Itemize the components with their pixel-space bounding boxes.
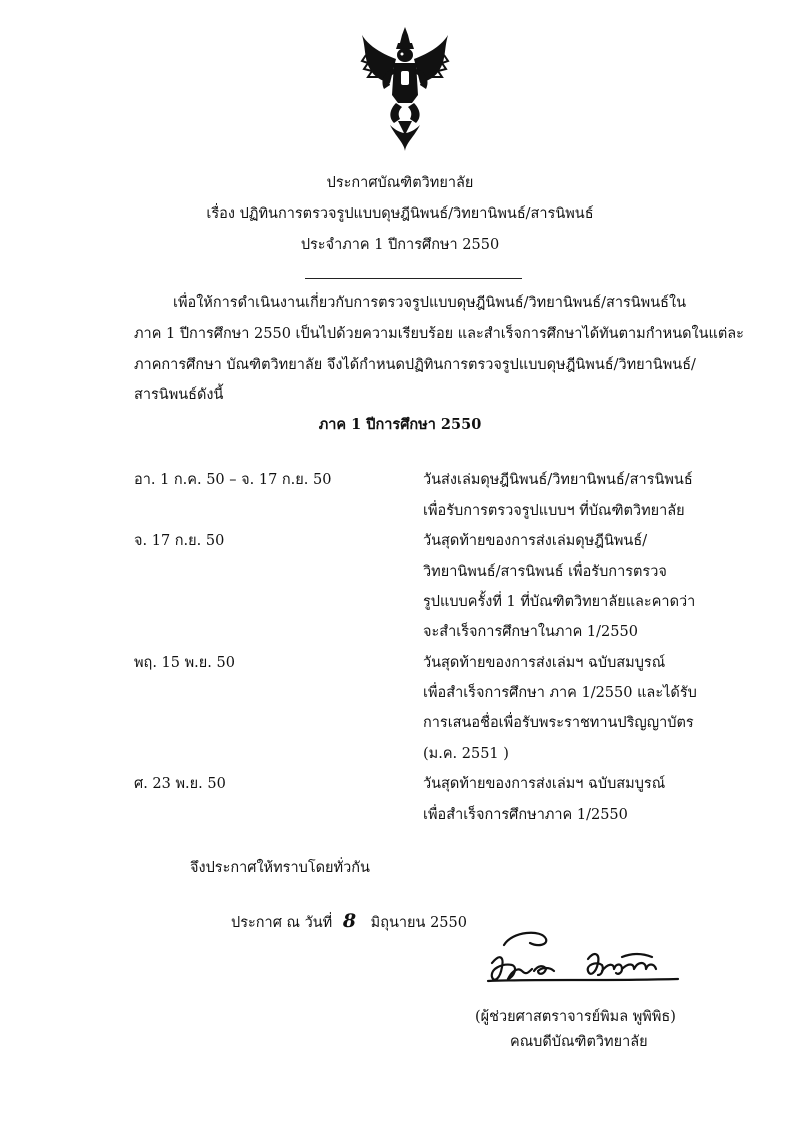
section-title: ภาค 1 ปีการศึกษา 2550 [318,416,482,433]
schedule-date: ศ. 23 พ.ย. 50 [134,776,226,792]
schedule-desc-line: เพื่อรับการตรวจรูปแบบฯ ที่บัณฑิตวิทยาลัย [423,503,685,519]
intro-line-4: สารนิพนธ์ดังนี้ [134,387,224,403]
announcement-subject: เรื่อง ปฏิทินการตรวจรูปแบบดุษฎีนิพนธ์/วิทยานิพนธ์/สารนิพนธ์ [206,206,594,222]
announce-month-year: มิถุนายน 2550 [370,915,467,931]
announcement-heading: ประกาศบัณฑิตวิทยาลัย [326,175,474,191]
schedule-desc-line: วันสุดท้ายของการส่งเล่มดุษฎีนิพนธ์/ [423,533,648,549]
schedule-desc-line: การเสนอชื่อเพื่อรับพระราชทานปริญญาบัตร [423,715,694,731]
schedule-desc-line: วันสุดท้ายของการส่งเล่มฯ ฉบับสมบูรณ์ [423,776,666,792]
handwritten-signature-icon [482,923,682,993]
schedule-date: พฤ. 15 พ.ย. 50 [134,655,235,671]
announce-day: 8 [342,910,357,932]
intro-line-2: ภาค 1 ปีการศึกษา 2550 เป็นไปด้วยความเรียบร้อย และสำเร็จการศึกษาได้ทันตามกำหนดในแต่ละ [134,326,744,342]
schedule-desc-line: เพื่อสำเร็จการศึกษาภาค 1/2550 [423,807,628,823]
announce-prefix: ประกาศ ณ วันที่ [231,915,333,931]
announcement-term: ประจำภาค 1 ปีการศึกษา 2550 [300,237,500,253]
schedule-date: จ. 17 ก.ย. 50 [134,533,225,549]
intro-line-1: เพื่อให้การดำเนินงานเกี่ยวกับการตรวจรูปแบบดุษฎีนิพนธ์/วิทยานิพนธ์/สารนิพนธ์ใน [173,295,686,311]
header-divider [305,278,522,279]
schedule-desc-line: เพื่อสำเร็จการศึกษา ภาค 1/2550 และได้รับ [423,685,697,701]
garuda-emblem-icon [360,25,450,155]
announce-date [231,911,467,933]
schedule-desc-line: วันสุดท้ายของการส่งเล่มฯ ฉบับสมบูรณ์ [423,655,666,671]
intro-line-3: ภาคการศึกษา บัณฑิตวิทยาลัย จึงได้กำหนดปฏิทินการตรวจรูปแบบดุษฎีนิพนธ์/วิทยานิพนธ์/ [134,357,696,373]
schedule-desc-line: วิทยานิพนธ์/สารนิพนธ์ เพื่อรับการตรวจ [423,564,667,580]
schedule-date: อา. 1 ก.ค. 50 – จ. 17 ก.ย. 50 [134,472,332,488]
schedule-desc-line: จะสำเร็จการศึกษาในภาค 1/2550 [423,624,638,640]
closing-statement: จึงประกาศให้ทราบโดยทั่วกัน [190,860,370,876]
signer-name: (ผู้ช่วยศาสตราจารย์พิมล พูพิพิธ) [475,1009,676,1025]
signer-title: คณบดีบัณฑิตวิทยาลัย [510,1034,648,1050]
schedule-desc-line: วันส่งเล่มดุษฎีนิพนธ์/วิทยานิพนธ์/สารนิพนธ์ [423,472,693,488]
schedule-desc-line: รูปแบบครั้งที่ 1 ที่บัณฑิตวิทยาลัยและคาดว่า [423,594,696,610]
schedule-desc-line: (ม.ค. 2551 ) [423,746,509,762]
